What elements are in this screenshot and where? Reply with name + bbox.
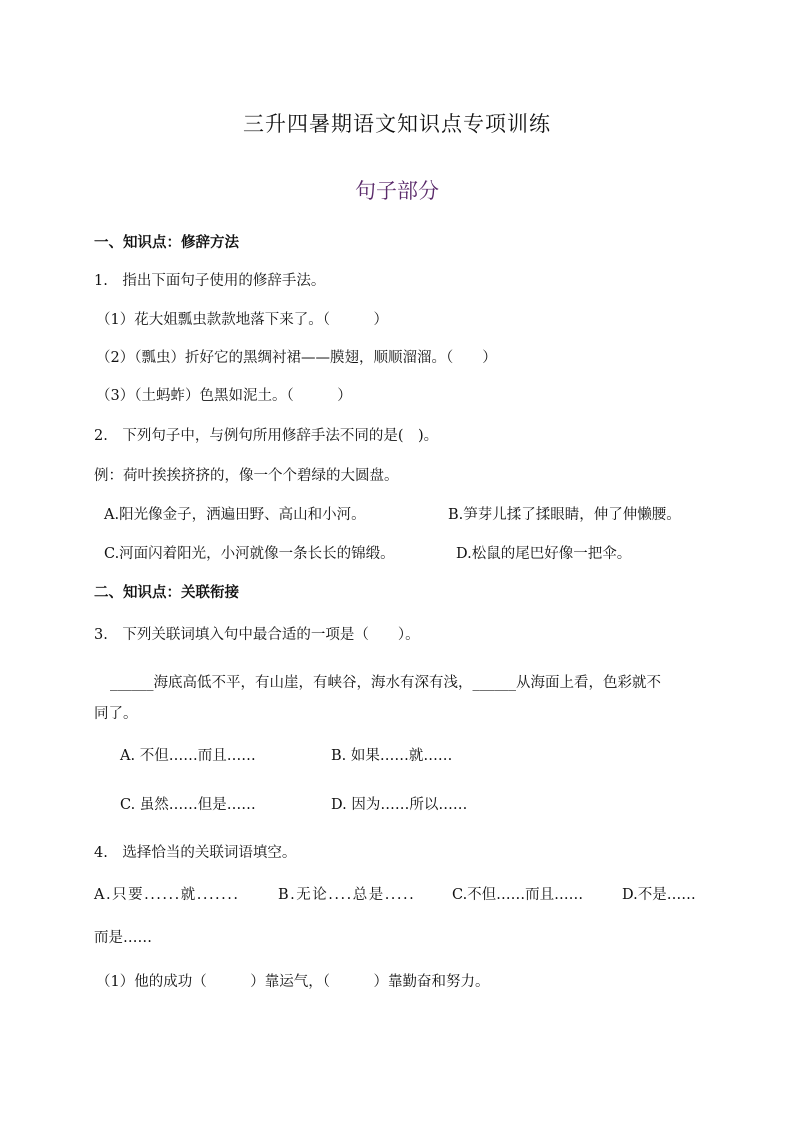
question-2-example: 例：荷叶挨挨挤挤的，像一个个碧绿的大圆盘。 (94, 468, 399, 484)
question-3-option-b: B. 如果……就…… (331, 748, 453, 764)
question-4-option-a: A.只要......就....... (94, 887, 240, 903)
question-3-option-d: D. 因为……所以…… (331, 797, 468, 813)
page-subtitle: 句子部分 (355, 179, 439, 203)
question-4-option-d: D.不是…… (622, 887, 696, 903)
question-3-option-c: C. 虽然……但是…… (120, 797, 256, 813)
question-4-option-b: B.无论....总是..... (278, 887, 416, 903)
question-2-option-a: A.阳光像金子，洒遍田野、高山和小河。 (104, 507, 366, 523)
question-3-prompt: 3. 下列关联词填入句中最合适的一项是（ ）。 (94, 627, 420, 643)
question-2-option-b: B.笋芽儿揉了揉眼睛，伸了伸懒腰。 (448, 507, 681, 523)
question-3-option-a: A. 不但……而且…… (120, 748, 256, 764)
question-2-option-d: D.松鼠的尾巴好像一把伞。 (456, 546, 632, 562)
question-4-prompt: 4. 选择恰当的关联词语填空。 (94, 845, 297, 861)
question-1-item-2: （2）（瓢虫）折好它的黑绸衬裙——膜翅，顺顺溜溜。（ ） (96, 350, 497, 366)
question-4-item-1: （1）他的成功（ ）靠运气，（ ）靠勤奋和努力。 (96, 974, 490, 990)
question-1-item-3: （3）（土蚂蚱）色黑如泥土。（ ） (96, 388, 352, 404)
question-3-sentence-line-2: 同了。 (94, 706, 138, 722)
question-4-option-c: C.不但……而且…… (452, 887, 584, 903)
page-title: 三升四暑期语文知识点专项训练 (243, 112, 551, 136)
question-2-option-c: C.河面闪着阳光，小河就像一条长长的锦缎。 (104, 546, 395, 562)
section-heading-connectives: 二、知识点：关联衔接 (94, 585, 239, 601)
section-heading-rhetoric: 一、知识点：修辞方法 (94, 235, 239, 251)
question-3-sentence-line-1: ______海底高低不平，有山崖，有峡谷，海水有深有浅，______从海面上看，色彩就不 (110, 675, 661, 691)
question-1-item-1: （1）花大姐瓢虫款款地落下来了。（ ） (96, 312, 388, 328)
question-1-prompt: 1. 指出下面句子使用的修辞手法。 (94, 273, 326, 289)
question-4-option-d-wrap: 而是…… (94, 930, 152, 946)
question-2-prompt: 2. 下列句子中，与例句所用修辞手法不同的是( )。 (94, 428, 439, 444)
